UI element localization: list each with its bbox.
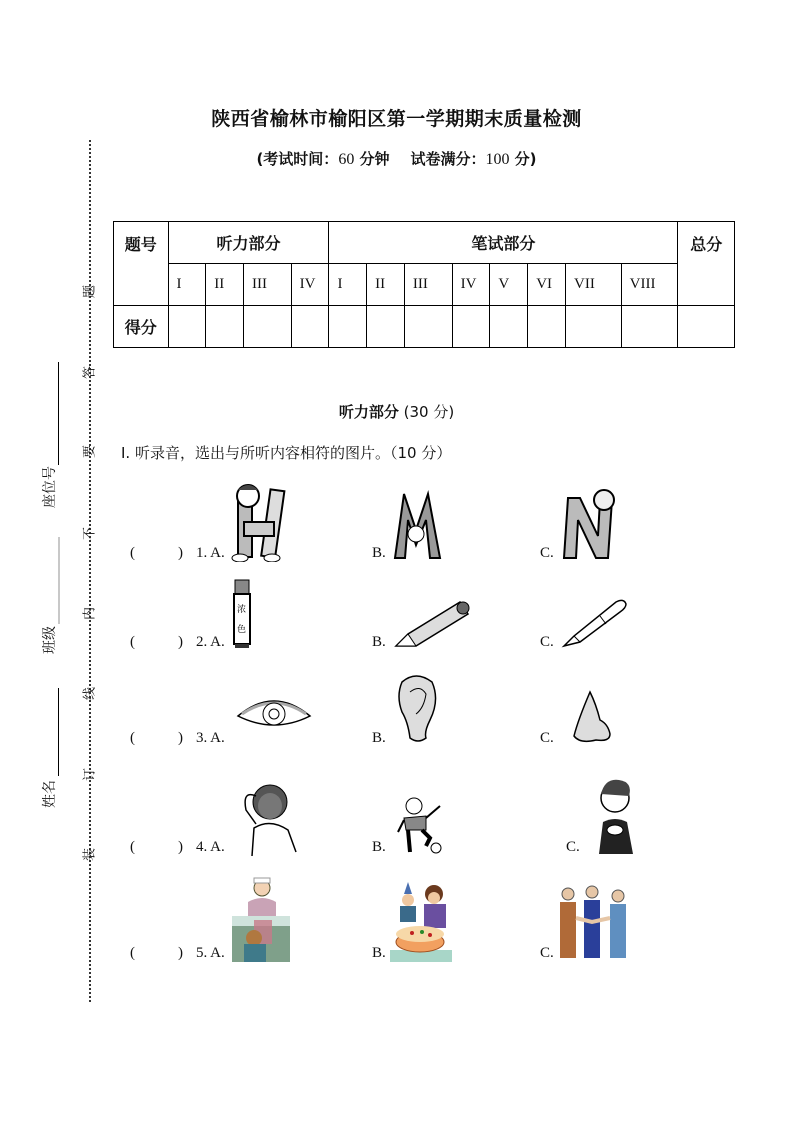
answer-paren-right: ) bbox=[178, 730, 183, 746]
binding-char: 不 bbox=[82, 527, 98, 541]
writing-part-cell: VII bbox=[566, 264, 622, 306]
binding-char: 内 bbox=[82, 607, 98, 621]
question-number: 1. A. bbox=[196, 545, 225, 561]
men-shaking-hands-picture bbox=[556, 884, 630, 962]
ear-picture bbox=[396, 672, 440, 744]
glue-stick-label: 浓 bbox=[237, 605, 247, 615]
question-number: 2. A. bbox=[196, 634, 225, 650]
total-score-cell[interactable] bbox=[678, 306, 735, 348]
option-c-label: C. bbox=[540, 730, 554, 746]
score-cell[interactable] bbox=[490, 306, 528, 348]
option-c-label: C. bbox=[566, 839, 580, 855]
class-label: 班级 bbox=[42, 626, 58, 654]
score-cell[interactable] bbox=[206, 306, 244, 348]
answer-paren-right: ) bbox=[178, 634, 183, 650]
class-field[interactable] bbox=[58, 537, 60, 624]
girl-clapping-picture bbox=[595, 776, 637, 856]
writing-part-cell: III bbox=[404, 264, 452, 306]
full-marks-label: 试卷满分： bbox=[410, 150, 486, 168]
score-cell[interactable] bbox=[528, 306, 566, 348]
name-field[interactable] bbox=[58, 688, 59, 776]
letter-n-picture bbox=[560, 488, 618, 560]
score-cell[interactable] bbox=[168, 306, 206, 348]
score-table bbox=[113, 221, 735, 348]
answer-paren-left: ( bbox=[130, 839, 135, 855]
eye-picture bbox=[236, 690, 312, 732]
exam-subtitle bbox=[0, 148, 793, 169]
binding-char: 订 bbox=[82, 768, 98, 782]
glue-stick-label: 色 bbox=[237, 625, 247, 635]
option-b-label: B. bbox=[372, 945, 386, 961]
exam-title: 陕西省榆林市榆阳区第一学期期末质量检测 bbox=[211, 108, 582, 130]
score-cell[interactable] bbox=[291, 306, 329, 348]
birthday-cake-picture bbox=[390, 880, 452, 962]
option-b-label: B. bbox=[372, 839, 386, 855]
listening-part-cell: I bbox=[168, 264, 206, 306]
exam-time-value: 60 bbox=[338, 151, 355, 168]
score-cell[interactable] bbox=[243, 306, 291, 348]
binding-char: 线 bbox=[82, 687, 98, 701]
answer-paren-right: ) bbox=[178, 945, 183, 961]
writing-part-cell: VI bbox=[528, 264, 566, 306]
answer-paren-left: ( bbox=[130, 945, 135, 961]
score-cell[interactable] bbox=[367, 306, 405, 348]
answer-paren-left: ( bbox=[130, 634, 135, 650]
boy-touching-head-picture bbox=[236, 780, 300, 856]
option-b-label: B. bbox=[372, 634, 386, 650]
full-marks-unit: 分) bbox=[509, 150, 537, 168]
instruction-text: I. 听录音，选出与所听内容相符的图片。（10 分） bbox=[121, 444, 452, 462]
boy-kicking-picture bbox=[396, 796, 448, 856]
question-number: 3. A. bbox=[196, 730, 225, 746]
question-number-header: 题号 bbox=[114, 222, 169, 306]
listening-part-cell: III bbox=[243, 264, 291, 306]
nose-picture bbox=[572, 690, 612, 746]
writing-part-cell: V bbox=[490, 264, 528, 306]
listening-part-cell: II bbox=[206, 264, 244, 306]
score-cell[interactable] bbox=[566, 306, 622, 348]
score-cell[interactable] bbox=[329, 306, 367, 348]
binding-char: 装 bbox=[82, 848, 98, 862]
pencil-picture bbox=[394, 598, 472, 650]
name-label: 姓名 bbox=[42, 780, 58, 808]
option-c-label: C. bbox=[540, 545, 554, 561]
pen-picture bbox=[560, 596, 628, 650]
binding-dotted-line bbox=[89, 140, 91, 1002]
answer-paren-right: ) bbox=[178, 839, 183, 855]
option-c-label: C. bbox=[540, 945, 554, 961]
question-number: 4. A. bbox=[196, 839, 225, 855]
listening-part-cell: IV bbox=[291, 264, 329, 306]
binding-char: 题 bbox=[82, 285, 98, 299]
section-title bbox=[0, 401, 793, 422]
writing-part-cell: VIII bbox=[621, 264, 678, 306]
total-header: 总分 bbox=[678, 222, 735, 306]
score-cell[interactable] bbox=[621, 306, 678, 348]
answer-paren-left: ( bbox=[130, 730, 135, 746]
answer-paren-left: ( bbox=[130, 545, 135, 561]
shop-assistant-picture bbox=[232, 876, 290, 962]
writing-part-cell: IV bbox=[452, 264, 490, 306]
binding-char: 要 bbox=[82, 445, 98, 459]
subtitle-prefix: (考试时间： bbox=[256, 150, 339, 168]
writing-part-cell: II bbox=[367, 264, 405, 306]
option-c-label: C. bbox=[540, 634, 554, 650]
section-name: 听力部分 bbox=[338, 403, 399, 421]
score-cell[interactable] bbox=[452, 306, 490, 348]
section-points: (30 分) bbox=[398, 403, 455, 421]
exam-time-unit: 分钟 bbox=[354, 150, 390, 168]
answer-paren-right: ) bbox=[178, 545, 183, 561]
listening-header: 听力部分 bbox=[168, 222, 329, 264]
letter-m-picture bbox=[390, 490, 445, 562]
writing-part-cell: I bbox=[329, 264, 367, 306]
writing-header: 笔试部分 bbox=[329, 222, 678, 264]
full-marks-value: 100 bbox=[485, 151, 510, 168]
letter-h-dog-picture bbox=[230, 482, 290, 562]
seat-number-label: 座位号 bbox=[42, 466, 58, 508]
glue-stick-picture bbox=[232, 578, 252, 650]
option-b-label: B. bbox=[372, 545, 386, 561]
binding-char: 答 bbox=[82, 366, 98, 380]
score-row-header: 得分 bbox=[114, 306, 169, 348]
score-cell[interactable] bbox=[404, 306, 452, 348]
question-number: 5. A. bbox=[196, 945, 225, 961]
option-b-label: B. bbox=[372, 730, 386, 746]
